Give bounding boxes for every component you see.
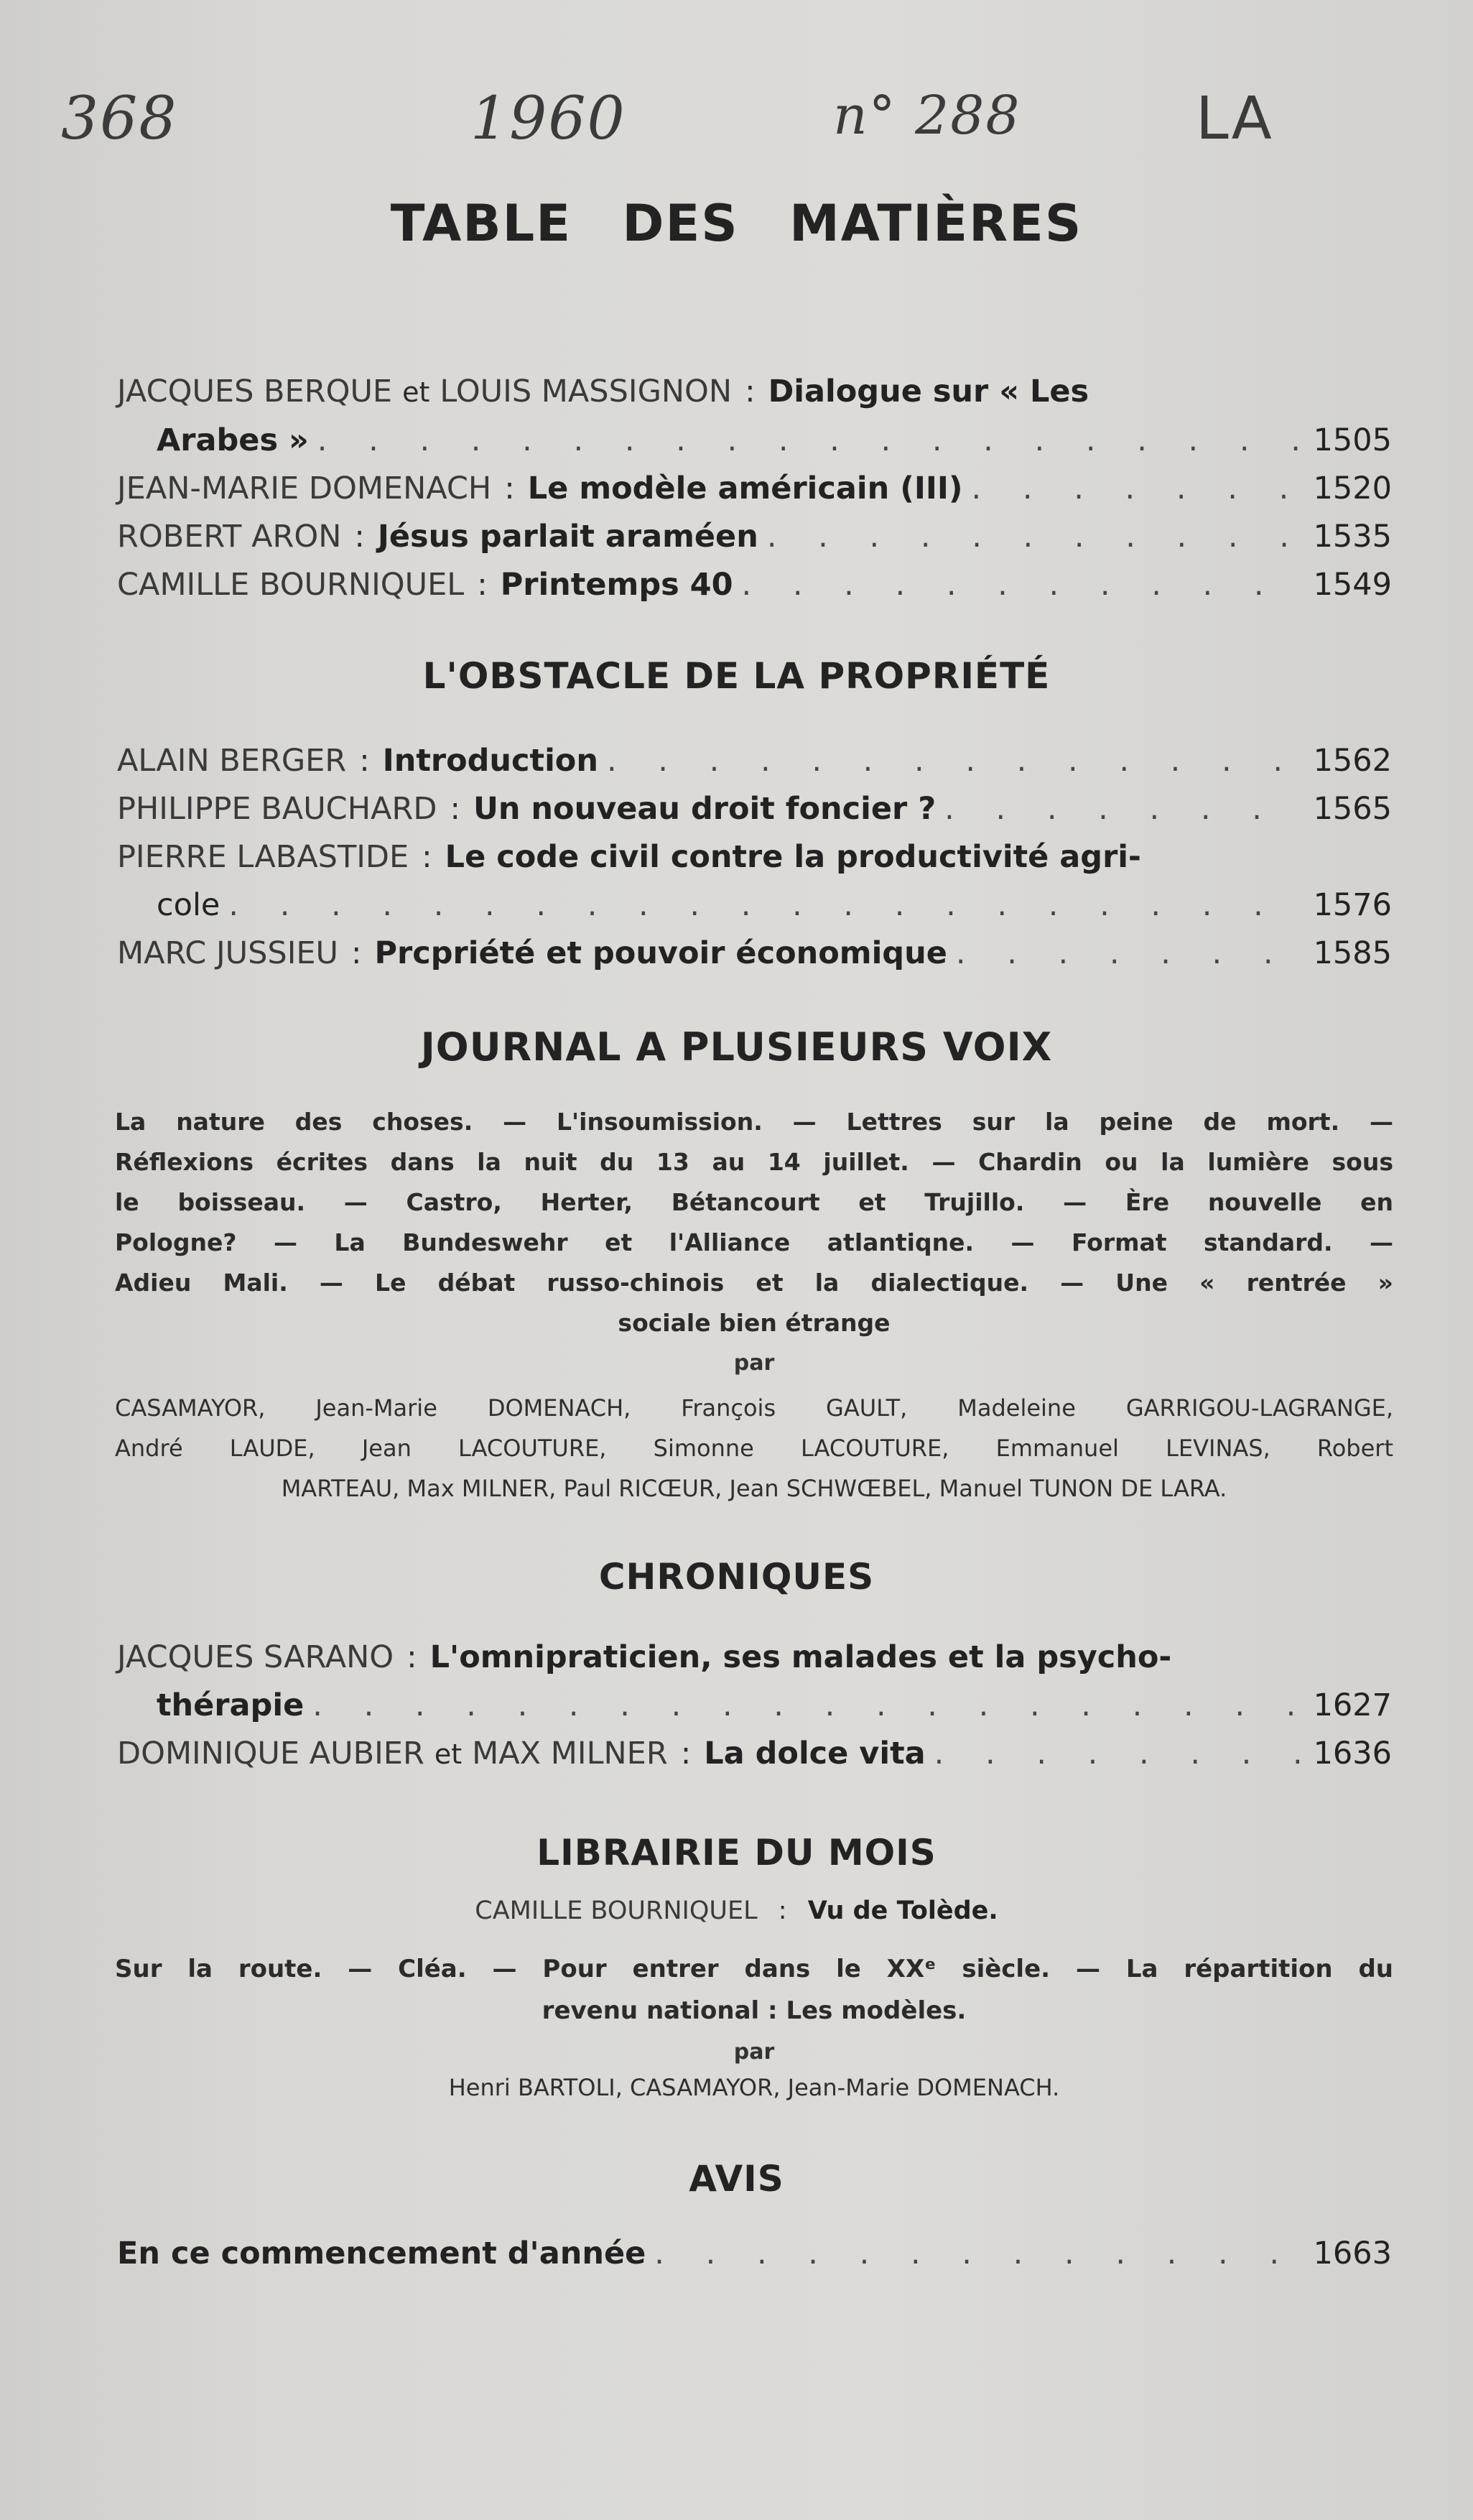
journal-topics (115, 1102, 1393, 1384)
librairie-entry (0, 1896, 1473, 1925)
section-heading-journal: JOURNAL A PLUSIEURS VOIX (420, 1024, 1053, 1070)
entry-work: Un nouveau droit foncier ? (473, 791, 937, 827)
topics-line: Adieu Mali. — Le débat russo-chinois et la dialectique. — Une « rentrée » (115, 1269, 1393, 1297)
entry-page: 1585 (1313, 935, 1392, 971)
entry-author: PIERRE LABASTIDE (117, 839, 409, 875)
entry-author: CAMILLE BOURNIQUEL (475, 1896, 758, 1925)
dot-leader (317, 417, 1301, 465)
entry-work: En ce commencement d'année (117, 2236, 646, 2271)
section-heading-propriete: L'OBSTACLE DE LA PROPRIÉTÉ (422, 655, 1051, 697)
toc-entry (117, 1730, 1392, 1779)
toc-entry (117, 833, 1392, 930)
entry-connector: et (434, 1738, 463, 1770)
dot-leader (607, 737, 1301, 785)
entry-page: 1535 (1313, 519, 1392, 555)
entry-page: 1549 (1313, 567, 1392, 603)
handwritten-issue: n° 288 (833, 85, 1021, 147)
entry-page: 1520 (1313, 471, 1392, 506)
propriete-entries (117, 737, 1392, 978)
topics-line: La nature des choses. — L'insoumission. — Lettres sur la peine de mort. — (115, 1108, 1393, 1136)
topics-line: le boisseau. — Castro, Herter, Bétancourt et Trujillo. — Ère nouvelle en (115, 1188, 1393, 1216)
entry-page: 1562 (1313, 743, 1392, 779)
entry-page: 1576 (1313, 887, 1392, 923)
journal-contributors (115, 1388, 1393, 1509)
toc-entry (117, 561, 1392, 609)
entry-work: Prcpriété et pouvoir économique (374, 935, 947, 971)
entry-author: JACQUES SARANO (117, 1639, 394, 1675)
entry-colon: : (359, 743, 370, 779)
entry-work-continued: cole (157, 887, 220, 923)
handwritten-year: 1960 (470, 85, 626, 153)
toc-entry (117, 465, 1392, 513)
entry-work: La dolce vita (704, 1736, 926, 1771)
entry-author: MARC JUSSIEU (117, 935, 339, 971)
chroniques-entries (117, 1634, 1392, 1779)
toc-entry (117, 513, 1392, 561)
dot-leader (767, 513, 1301, 561)
entry-work-continued: thérapie (157, 1687, 305, 1723)
entry-author: ROBERT ARON (117, 519, 342, 555)
dot-leader (228, 881, 1301, 930)
dot-leader (742, 561, 1301, 609)
librairie-topics (115, 1948, 1393, 2073)
entry-colon: : (477, 567, 488, 603)
dot-leader (934, 1730, 1301, 1778)
entry-work: Jésus parlait araméen (377, 519, 758, 555)
dot-leader (956, 930, 1301, 978)
entry-connector: et (402, 376, 430, 408)
avis-entries (117, 2230, 1392, 2278)
section-heading-avis: AVIS (689, 2158, 784, 2200)
entry-author: JACQUES BERQUE (117, 374, 393, 409)
handwritten-number: 368 (61, 85, 178, 153)
par-label: par (733, 1351, 775, 1376)
dot-leader (972, 465, 1301, 513)
entry-author: PHILIPPE BAUCHARD (117, 791, 437, 827)
entry-author-2: LOUIS MASSIGNON (440, 374, 733, 409)
entry-work: Dialogue sur « Les (768, 374, 1089, 409)
dot-leader (944, 785, 1301, 833)
entry-page: 1627 (1313, 1687, 1392, 1723)
entry-colon: : (406, 1639, 417, 1675)
entry-page: 1663 (1313, 2236, 1392, 2271)
entry-author: DOMINIQUE AUBIER (117, 1736, 424, 1771)
entry-author: JEAN-MARIE DOMENACH (117, 471, 492, 506)
entry-work: L'omnipraticien, ses malades et la psycho- (429, 1639, 1172, 1675)
toc-entry (117, 2230, 1392, 2278)
contributors-line-last: MARTEAU, Max MILNER, Paul RICŒUR, Jean SCHWŒBEL, Manuel TUNON DE LARA. (281, 1475, 1227, 1502)
entry-page: 1565 (1313, 791, 1392, 827)
contributors-line: CASAMAYOR, Jean-Marie DOMENACH, François GAULT, Madeleine GARRIGOU-LAGRANGE, (115, 1394, 1393, 1422)
contributors-line: André LAUDE, Jean LACOUTURE, Simonne LACOUTURE, Emmanuel LEVINAS, Robert (115, 1435, 1393, 1462)
entry-colon: : (680, 1736, 692, 1771)
section-heading-librairie: LIBRAIRIE DU MOIS (536, 1832, 937, 1873)
entry-colon: : (354, 519, 365, 555)
toc-entry (117, 930, 1392, 978)
handwritten-initials: LA (1196, 85, 1273, 153)
entry-colon: : (778, 1896, 787, 1925)
entry-colon: : (351, 935, 362, 971)
toc-entry (117, 368, 1392, 465)
entry-page: 1636 (1313, 1736, 1392, 1771)
topics-line-last: revenu national : Les modèles. (542, 1996, 967, 2025)
entry-page: 1505 (1313, 422, 1392, 458)
section-heading-chroniques: CHRONIQUES (598, 1556, 875, 1598)
entry-work: Vu de Tolède. (807, 1896, 998, 1925)
entry-work: Le modèle américain (III) (527, 471, 963, 506)
entry-work-continued: Arabes » (157, 422, 309, 458)
dot-leader (654, 2230, 1301, 2278)
toc-entry (117, 1634, 1392, 1730)
toc-entry (117, 737, 1392, 785)
entry-author: ALAIN BERGER (117, 743, 347, 779)
entry-author-2: MAX MILNER (472, 1736, 668, 1771)
entry-colon: : (504, 471, 515, 506)
dot-leader (312, 1682, 1301, 1730)
intro-entries (117, 368, 1392, 609)
entry-colon: : (450, 791, 460, 827)
entry-work: Printemps 40 (500, 567, 733, 603)
entry-author: CAMILLE BOURNIQUEL (117, 567, 465, 603)
par-label: par (733, 2039, 775, 2065)
topics-line-last: sociale bien étrange (618, 1309, 891, 1337)
topics-line: Pologne? — La Bundeswehr et l'Alliance atlantiqne. — Format standard. — (115, 1228, 1393, 1256)
entry-colon: : (422, 839, 432, 875)
page-title: TABLE DES MATIÈRES (390, 194, 1083, 253)
toc-entry (117, 785, 1392, 833)
topics-line: Sur la route. — Cléa. — Pour entrer dans le XXᵉ siècle. — La répartition du (115, 1955, 1393, 1983)
librairie-contributors: Henri BARTOLI, CASAMAYOR, Jean-Marie DOMENACH. (448, 2074, 1060, 2101)
entry-work: Le code civil contre la productivité agri- (445, 839, 1141, 875)
entry-colon: : (745, 374, 756, 409)
entry-work: Introduction (382, 743, 598, 779)
topics-line: Réflexions écrites dans la nuit du 13 au 14 juillet. — Chardin ou la lumière sous (115, 1148, 1393, 1176)
